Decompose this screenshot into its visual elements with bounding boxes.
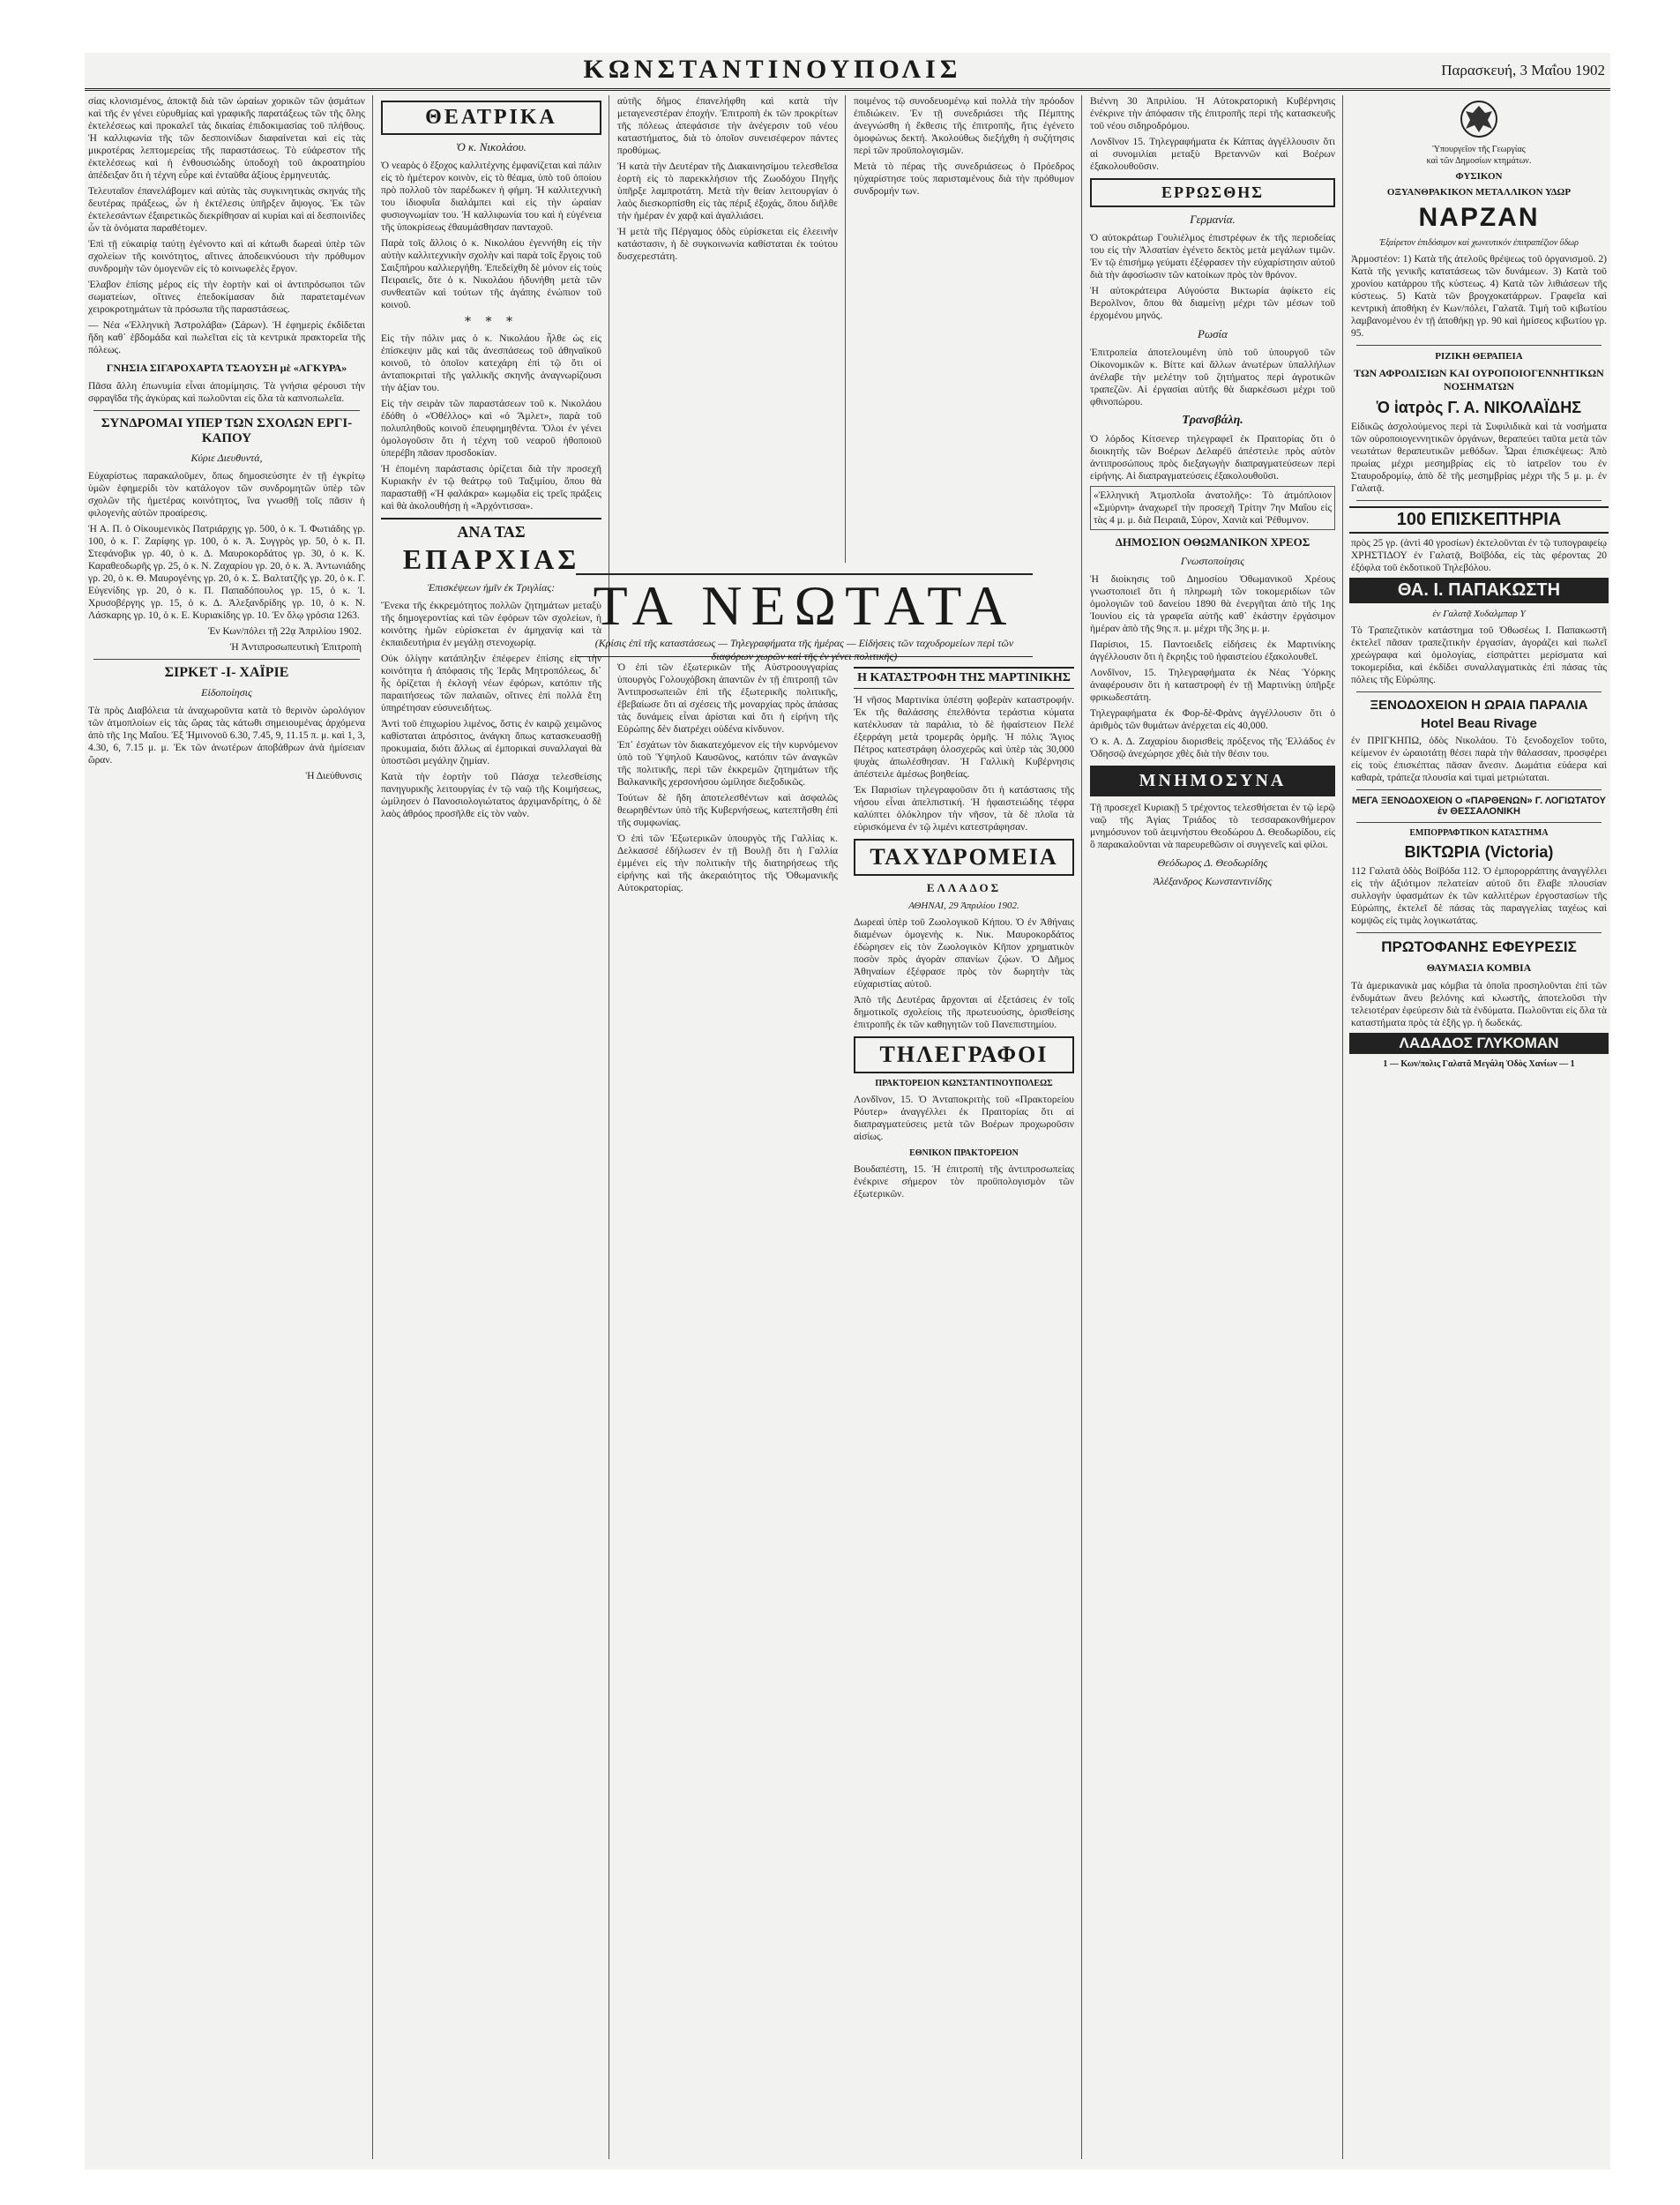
martinique-paragraph-2: Ἐκ Παρισίων τηλεγραφοῦσιν ὅτι ἡ κατάστασις τῆς νήσου εἶναι ἀπελπιστική. Ἡ ἡφαιστειώδης τέφρα καλύπτει ὁλόκληρον τὴν νῆσον, τὰ δὲ πλοῖα τὰ εὑρισκόμενα ἐν τῷ λιμένι κατεστράφησαν. — [854, 785, 1074, 833]
divider — [1356, 345, 1602, 346]
divider — [1356, 500, 1602, 501]
ad1-line-5: Ἐξαίρετον ἐπιδόσιμον καὶ χωνευτικόν ἐπιτραπέζιον ὕδωρ — [1379, 238, 1579, 248]
memorials-paragraph: Τῇ προσεχεῖ Κυριακῇ 5 τρέχοντος τελεσθήσεται ἐν τῷ ἱερῷ ναῷ τῆς Ἁγίας Τριάδος τὸ τεσσαρακονθήμερον μνημόσυνον τοῦ ἀειμνήστου Θεοδώρου Δ. Θεοδωρίδου, εἰς ὃ παρακαλοῦνται νὰ παρευρεθῶσιν οἱ συγγενεῖς καὶ φίλοι. — [1090, 803, 1335, 850]
latest-paragraph-2: Ἐπ᾽ ἐσχάτων τὸν διακατεχόμενον εἰς τὴν κυρνόμενον ὑπὸ τοῦ Ὑψηλοῦ Καυσῶνος, κατόπιν τῶν ἀναγκῶν τῆς πολιτικῆς, περὶ τῶν ἐκκρεμῶν ζητημάτων τῆς Βαλκανικῆς χερσονήσου ὡμίλησε διεξοδικῶς. — [617, 740, 838, 788]
cigarette-ad-title: ΓΝΗΣΙΑ ΣΙΓΑΡΟΧΑΡΤΑ ΤΣΑΟΥΣΗ μὲ «ΑΓΚΥΡΑ» — [106, 362, 347, 374]
hotel-text: ἐν ΠΡΙΓΚΗΠΩ, ὁδὸς Νικολάου. Τὸ ξενοδοχεῖον τοῦτο, κείμενον ἐν ὡραιοτάτῃ θέσει παρὰ τὴν θάλασσαν, προσφέρει εἰς τοὺς ἐπισκέπτας πᾶσαν ἄνεσιν. Δωμάτια εὐάερα καὶ καθαρὰ, τράπεζα πλουσία καὶ τιμαὶ μετριώταται. — [1351, 736, 1607, 783]
visiting-cards-text: πρὸς 25 γρ. (ἀντὶ 40 γροσίων) ἐκτελοῦνται ἐν τῷ τυπογραφείῳ ΧΡΗΣΤΙΔΟΥ ἐν Γαλατᾷ, Βοϊβόδα, εἰς τὰς φέροντας 20 ἐξόφλα τοῦ ἐκδοτικοῦ Τηλεβόλου. — [1351, 538, 1607, 573]
column-rule — [845, 95, 846, 563]
post-paragraph-2: Ἀπὸ τῆς Δευτέρας ἄρχονται αἱ ἐξετάσεις ἐν τοῖς δημοτικοῖς σχολείοις τῆς πρωτευούσης, ὁρισθείσης ἐπιτροπῆς ἐκ τῶν καθηγητῶν τοῦ Πανεπιστημίου. — [854, 995, 1074, 1030]
narzan-text: Ἀρμοστέον: 1) Κατὰ τῆς ἀτελοῦς θρέψεως τοῦ ὀργανισμοῦ. 2) Κατὰ τῆς γενικῆς κατατάσεως τῶν δυνάμεων. 3) Κατὰ τοῦ χρονίου κατάρρου τῆς κύστεως. 4) Κατὰ τῶν λιθιάσεων τῆς κύστεως. 5) Κατὰ τῶν βρογχοκατάρρων. Γραφεῖα καὶ κεντρικὴ ἀποθήκη ἐν Κων/πόλει, Γαλατᾶ. Τιμὴ τοῦ κιβωτίου λαμβανομένου ἐν τῇ ἀποθήκῃ γρ. 90 καὶ ἡμίσεος κιβωτίου γρ. 95. — [1351, 254, 1607, 339]
col2-paragraph-8: Ἀντὶ τοῦ ἐπιχωρίου λιμένος, ὅστις ἐν καιρῷ χειμῶνος καθίσταται ἀπρόσιτος, ἀνάγκη ὅπως κατασκευασθῇ προκυμαία, διότι ἄλλως αἱ ἐμπορικαὶ συναλλαγαὶ θὰ ὑποστῶσι μεγάλην ζημίαν. — [381, 719, 601, 766]
public-debt-paragraph: Ἡ διοίκησις τοῦ Δημοσίου Ὀθωμανικοῦ Χρέους γνωστοποιεῖ ὅτι ἡ πληρωμὴ τῶν τοκομεριδίων τῶν ὁμολογιῶν τοῦ δανείου 1890 θὰ ἐνεργῆται ἀπὸ τῆς 1ης Ἰουνίου εἰς τὰ γραφεῖα αὐτῆς καθ᾽ ἑκάστην ἐργάσιμον ἡμέραν ἀπὸ τῆς 9ης π. μ. μέχρι τῆς 3ης μ. μ. — [1090, 574, 1335, 634]
steamship-notice: «Ἐλληνικὴ Ἀτμοπλοΐα ἀνατολῆς»: Τὸ ἀτμόπλοιον «Σμύρνη» ἀναχωρεῖ τὴν προσεχῆ Τρίτην 7ην Μαΐου εἰς τὰς 4 μ. μ. διὰ Πειραιᾶ, Σύρον, Χανιὰ καὶ Ῥέθυμνον. — [1090, 486, 1335, 530]
latest-paragraph-3: Τούτων δὲ ἤδη ἀποτελεσθέντων καὶ ἀσφαλῶς θεωρηθέντων ὑπὸ τῆς Κυβερνήσεως, κατεπτῆσθη ἐπὶ τῆς συμφωνίας. — [617, 793, 838, 828]
telegraph-subheading: ΠΡΑΚΤΟΡΕΙΟΝ ΚΩΝΣΤΑΝΤΙΝΟΥΠΟΛΕΩΣ — [875, 1079, 1053, 1088]
invention-text: Τὰ ἀμερικανικὰ μας κόμβια τὰ ὁποῖα προσηλοῦνται ἐπὶ τῶν ἐνδυμάτων ἄνευ βελόνης καὶ κλωστῆς, ἀποτελοῦσι τὴν τελειοτέραν ἐφεύρεσιν διὰ τὰ ἐνδύματα. Πωλοῦνται εἰς ὅλα τὰ καταστήματα πρὸς τὰ ἑξῆς γρ. ἡ δωδεκάς. — [1351, 981, 1607, 1028]
germany-paragraph-2: Ἡ αὐτοκράτειρα Αὐγούστα Βικτωρία ἀφίκετο εἰς Βερολῖνον, ὅπου θὰ διαμείνῃ μέχρι τῶν μέσων τοῦ ἐρχομένου μηνός. — [1090, 286, 1335, 321]
latest-news-column-1 — [614, 662, 841, 2159]
col2-paragraph-5: Ἡ ἐπομένη παράστασις ὁρίζεται διὰ τὴν προσεχῆ Κυριακὴν ἐν τῷ θεάτρῳ τοῦ Ταξιμίου, ὅπου θὰ παρασταθῇ «Ἡ φαλάκρα» κωμῳδία εἰς τρεῖς πράξεις καὶ θὰ ἀκολουθήσῃ ἡ «Ἀρχόντισσα». — [381, 464, 601, 512]
subscriptions-signature: Ἡ Ἀντιπροσωπευτικὴ Ἐπιτροπὴ — [229, 642, 362, 653]
russia-paragraph: Ἐπιτροπεία ἀποτελουμένη ὑπὸ τοῦ ὑπουργοῦ τῶν Οἰκονομικῶν κ. Βίττε καὶ ἄλλων ἀνωτέρων ὑπαλλήλων ἀνέλαβε τὴν μελέτην τοῦ ζητήματος περὶ ἀγροτικῶν τραπεζῶν. Αἱ ἐργασίαι αὐτῆς θὰ διαρκέσωσι μέχρι τοῦ φθινοπώρου. — [1090, 348, 1335, 407]
latest-news-subtitle: (Κρίσις ἐπὶ τῆς καταστάσεως — Τηλεγραφήματα τῆς ἡμέρας — Εἰδήσεις τῶν ταχυδρομείων περὶ τῶν διαφόρων χωρῶν καὶ τῆς ἐν γένει πολιτικῆς) — [594, 637, 1014, 662]
col3-paragraph-2: Ἡ κατὰ τὴν Δευτέραν τῆς Διακαινησίμου τελεσθεῖσα ἑορτὴ εἰς τὸ παρεκκλήσιον τῆς Ζωοδόχου Πηγῆς ὑπῆρξε λαμπροτάτη. Μετὰ τὴν θείαν λειτουργίαν ὁ λαὸς διεσκορπίσθη εἰς τὰς πέριξ ἐξοχάς, ὅπου διῆλθε τὴν ἡμέραν ἐν χαρᾷ καὶ ἀγαλλιάσει. — [617, 161, 838, 221]
col5-top-paragraph-5: Τηλεγραφήματα ἐκ Φορ-δὲ-Φρὰνς ἀγγέλλουσιν ὅτι ὁ ἀριθμὸς τῶν θυμάτων ἀνέρχεται εἰς 40,000. — [1090, 708, 1335, 731]
col1-paragraph-2: Τελευταῖον ἐπανελάβομεν καὶ αὐτὰς τὰς συγκινητικὰς σκηνάς τῆς δευτέρας πράξεως, ὧν ἡ ἐκτέλεσις ὑπῆρξεν ἄψογος. Ἐκ τῶν ἐκτελεσάντων ἐξαιρετικῶς διεκρίθησαν αἱ κυρίαι καὶ αἱ δεσποινίδες ὧν τὰ ὀνόματα παραθέτομεν. — [88, 186, 365, 234]
subscriptions-heading: ΣΥΝΔΡΟΜΑΙ ΥΠΕΡ ΤΩΝ ΣΧΟΛΩΝ ΕΡΓΙ-ΚΑΠΟΥ — [101, 416, 353, 445]
invention-title: ΠΡΩΤΟΦΑΝΗΣ ΕΦΕΥΡΕΣΙΣ — [1381, 938, 1577, 955]
col1-paragraph-3: Ἐπὶ τῇ εὐκαιρίᾳ ταύτῃ ἐγένοντο καὶ αἱ κάτωθι δωρεαὶ ὑπὲρ τῶν σχολείων τῆς κοινότητος, αἵτινες ἀποδεικνύουσι τὴν πρόθυμον συνδρομὴν τῶν ὁμογενῶν εἰς τὸ κοινωφελὲς ἔργον. — [88, 239, 365, 274]
column-4-top — [850, 95, 1078, 563]
post-heading: ΤΑΧΥΔΡΟΜΕΙΑ — [854, 839, 1074, 876]
column-3-top — [614, 95, 841, 563]
masthead — [85, 53, 1610, 91]
doctor-title: Ὁ ἰατρὸς Γ. Α. ΝΙΚΟΛΑΪΔΗΣ — [1376, 399, 1582, 416]
col2-paragraph-4: Εἰς τὴν σειρὰν τῶν παραστάσεων τοῦ κ. Νικολάου ἐδόθη ὁ «Ὀθέλλος» καὶ «ὁ Ἄμλετ», παρὰ τοῦ πολυπληθοῦς κοινοῦ ἐπευφημηθέντα. Ὅλοι ἐν γένει ὁμολογοῦσιν ὅτι ἡ τέχνη τοῦ νεαροῦ ἠθοποιοῦ ὑπερέβη πᾶσαν προσδοκίαν. — [381, 399, 601, 459]
latest-paragraph-1: Ὁ ἐπὶ τῶν ἐξωτερικῶν τῆς Αὐστροουγγαρίας ὑπουργὸς Γολουχόβσκη ἀπαντῶν ἐν τῇ ἐπιτροπῇ τῶν Ἀντιπροσωπειῶν ἐπὶ τῆς ἐξωτερικῆς πολιτικῆς, ἐβεβαίωσε ὅτι αἱ σχέσεις τῆς μοναρχίας πρὸς ἁπάσας τὰς δυνάμεις εἶναι ἀρίσται καὶ ὅτι ἡ εἰρήνη τῆς Εὐρώπης δὲν διατρέχει οὐδένα κίνδυνον. — [617, 662, 838, 735]
narzan-title: ΝΑΡΖΑΝ — [1418, 203, 1540, 232]
victoria-title: ΒΙΚΤΩΡΙΑ (Victoria) — [1404, 843, 1554, 861]
col2-paragraph-9: Κατὰ τὴν ἑορτὴν τοῦ Πάσχα τελεσθείσης πανηγυρικῆς λειτουργίας ἐν τῷ ναῷ τῆς Κοιμήσεως, ὡμίλησεν ὁ Πανοσιολογιώτατος ἀρχιμανδρίτης, ὁ δὲ λαὸς ἀθρόος προσῆλθε εἰς τὸν ναὸν. — [381, 772, 601, 819]
transvaal-paragraph: Ὁ λόρδος Κίτσενερ τηλεγραφεῖ ἐκ Πραιτορίας ὅτι ὁ διοικητὴς τῶν Βοέρων Δελαρέϋ ἀπέστειλε πρὸς αὐτὸν ἀντιπροσώπους πρὸς διεξαγωγὴν διαπραγματεύσεων περὶ εἰρήνης. Αἱ διαπραγματεύσεις ἐξακολουθοῦσι. — [1090, 434, 1335, 482]
cigarette-ad-text: Πᾶσα ἄλλη ἐπωνυμία εἶναι ἀπομίμησις. Τὰ γνήσια φέρουσι τὴν σφραγῖδα τῆς ἀγκύρας καὶ πωλοῦνται εἰς ὅλα τὰ καπνοπωλεῖα. — [88, 381, 365, 404]
ad1-line-3: ΦΥΣΙΚΟΝ — [1455, 171, 1503, 182]
col1-paragraph-1: σίας κλονισμένος, ἀποκτᾷ διὰ τῶν ὡραίων χορικῶν τῶν ᾀσμάτων καὶ τῆς ἐν γένει εὐρυθμίας καὶ γραφικῆς παρατάξεως τῶν τῆς ὅλης ἐκτελέσεως καὶ προκαλεῖ τὰς δικαίας ἐπιδοκιμασίας τοῦ πλήθους. Ἡ καλλιφωνία τῆς τῶν δεσποινίδων διαφαίνεται καὶ εἰς τὰς μικροτέρας λεπτομερείας τῆς παραστάσεως. Τὸ εὐάρεστον τῆς ἐκτελέσεως καὶ ἡ ἐνθουσιώδης ὑποδοχὴ τοῦ ἀκροατηρίου ἀπέδειξαν ὅτι ἡ τέχνη εὗρε καὶ ἐνταῦθα ἀξίους ἑρμηνευτάς. — [88, 96, 365, 181]
post-dateline: ΑΘΗΝΑΙ, 29 Ἀπριλίου 1902. — [908, 901, 1019, 911]
col2-paragraph-2: Παρὰ τοῖς ἄλλοις ὁ κ. Νικολάου ἐγεννήθη εἰς τὴν αὐτὴν καλλιτεχνικὴν σχολὴν καὶ παρὰ τοῖς ἔργοις τοῦ Σαιξπήρου καλλιεργήθη. Ἐπεδείχθη δὲ μόνον εἰς τοὺς Πειραιεῖς, ὅτε ὁ κ. Νικολάου ἠδυνήθη μετὰ τῶν συνθεατῶν καὶ τούτων τῆς ἀγάπης ἐνώπιον τοῦ κοινοῦ. — [381, 238, 601, 310]
memorial-name-2: Ἀλέξανδρος Κωνσταντινίδης — [1153, 875, 1273, 887]
telegraph-paragraph-2: Βουδαπέστη, 15. Ἡ ἐπιτροπὴ τῆς ἀντιπροσωπείας ἐνέκρινε σήμερον τὸν προϋπολογισμὸν τῶν ἐξωτερικῶν. — [854, 1164, 1074, 1200]
column-2 — [377, 95, 605, 2159]
invention-subtitle: ΘΑΥΜΑΣΙΑ ΚΟΜΒΙΑ — [1426, 961, 1532, 974]
invention-seller: ΛΑΔΑΔΟΣ ΓΛΥΚΟΜΑΝ — [1349, 1033, 1609, 1054]
public-debt-subheading: Γνωστοποίησις — [1180, 555, 1245, 567]
provinces-subheading: Ἐπισκέψεων ἡμῖν ἐκ Τριγλίας: — [427, 581, 556, 594]
column-rule — [372, 95, 373, 2159]
national-agency-heading: ΕΘΝΙΚΟΝ ΠΡΑΚΤΟΡΕΙΟΝ — [909, 1148, 1019, 1158]
col5-top-paragraph-1: Βιέννη 30 Ἀπριλίου. Ἡ Αὐτοκρατορικὴ Κυβέρνησις ἐνέκρινε τὴν ἀπόφασιν τῆς ἐπιτροπῆς περὶ τῆς κατασκευῆς τοῦ νέου σιδηροδρόμου. — [1090, 96, 1335, 131]
latest-news-title: ΤΑ ΝΕΩΤΑΤΑ — [593, 574, 1016, 637]
invention-address: 1 — Κων/πολις Γαλατᾶ Μεγάλη Ὁδὸς Χανίων — 1 — [1383, 1059, 1575, 1069]
col5-top-paragraph-3: Παρίσιοι, 15. Παντοειδεῖς εἰδήσεις ἐκ Μαρτινίκης ἀγγέλλουσιν ὅτι ἡ ἔκρηξις τοῦ ἡφαιστείου ἐξακολουθεῖ. — [1090, 639, 1335, 662]
col1-paragraph-6: Εὐχαρίστως παρακαλοῦμεν, ὅπως δημοσιεύσητε ἐν τῇ ἐγκρίτῳ ὑμῶν ἐφημερίδι τὸν κατάλογον τῶν συνδρομητῶν ὑπὲρ τῶν σχολῶν τῆς ἡμετέρας κοινότητος, ἵνα γνωσθῇ τοῖς πᾶσιν ἡ φιλογενὴς αὐτῶν προαίρεσις. — [88, 471, 365, 519]
theatre-heading: ΘΕΑΤΡΙΚΑ — [381, 101, 601, 135]
provinces-heading: ΕΠΑΡΧΙΑΣ — [402, 543, 580, 575]
column-5 — [1086, 95, 1339, 2159]
column-rule — [1081, 95, 1082, 2159]
post-subheading: ΕΛΛΑΔΟΣ — [926, 881, 1002, 894]
parthenon-hotel-title: ΜΕΓΑ ΞΕΝΟΔΟΧΕΙΟΝ Ο «ΠΑΡΘΕΝΩΝ» Γ. ΛΟΓΙΩΤΑΤΟΥ ἐν ΘΕΣΣΑΛΟΝΙΚΗ — [1352, 796, 1606, 817]
hotel-title: ΞΕΝΟΔΟΧΕΙΟΝ Η ΩΡΑΙΑ ΠΑΡΑΛΙΑ — [1370, 698, 1588, 713]
post-paragraph-1: Δωρεαὶ ὑπὲρ τοῦ Ζωολογικοῦ Κήπου. Ὁ ἐν Ἀθήναις διαμένων ὁμογενὴς κ. Νικ. Μαυροκορδάτος ἐδώρησεν εἰς τὸν Ζωολογικὸν Κῆπον χρηματικὸν ποσὸν πρὸς ἀγορὰν σπανίων ζῴων. Ὁ Δῆμος Ἀθηναίων ἐξέφρασε πρὸς τὸν δωρητὴν τὰς εὐχαριστίας αὐτοῦ. — [854, 917, 1074, 990]
divider — [1356, 789, 1602, 790]
bank-title: ΘΑ. Ι. ΠΑΠΑΚΩΣΤΗ — [1349, 578, 1609, 603]
doctor-text: Εἰδικῶς ἀσχολούμενος περὶ τὰ Συφιλιδικὰ καὶ τὰ νοσήματα τῶν οὐροποιογεννητικῶν ὀργάνων, θεραπεύει ταῦτα μετὰ τῶν νεωτάτων θεραπευτικῶν μεθόδων. Ὧραι ἐπισκέψεως: Ἀπὸ πρωίας μέχρι μεσημβρίας εἰς τὸ ἰατρεῖον του ἐν Σταυροδρομίῳ, ἀπὸ δὲ τῆς μεσημβρίας μέχρι τῆς 5 μ. μ. ἐν Γαλατᾷ. — [1351, 422, 1607, 494]
abroad-heading: ΕΡΡΩΣΘΗΣ — [1090, 178, 1335, 207]
germany-heading: Γερμανία. — [1190, 213, 1236, 226]
divider — [1356, 822, 1602, 823]
hotel-subtitle: Hotel Beau Rivage — [1421, 716, 1537, 731]
bank-text: Τὸ Τραπεζιτικὸν κατάστημα τοῦ Ὀθωσέως Ι. Παπακωστῆ ἐκτελεῖ πᾶσαν τραπεζιτικὴν ἐργασίαν, ἀγοράζει καὶ πωλεῖ χρεώγραφα καὶ ὁμολογίας, εἰσπράττει μερίσματα καὶ τοκομερίδια, καὶ ἐκδίδει συναλλαγματικὰς ἐπὶ πάσας τὰς πόλεις τῆς Εὐρώπης. — [1351, 625, 1607, 685]
col4-paragraph-1: ποιμένος τῷ συνοδευομένῳ καὶ πολλὰ τὴν πρόοδον ἐπιδιώκειν. Ἐν τῇ συνεδριάσει τῆς Πέμπτης ἀνεγνώσθη ἡ ἔκθεσις τῆς ἐπιτροπῆς, ἥτις ἐγένετο ὁμοφώνως δεκτή. Ἀκολούθως διεξήχθη ἡ συζήτησις περὶ τῶν προϋπολογισμῶν. — [854, 96, 1074, 156]
subscriptions-salutation: Κύριε Διευθυντά, — [190, 452, 263, 464]
column-rule — [1342, 95, 1343, 2159]
col1-paragraph-5: — Νέα «Ἑλληνικὴ Ἀστρολάβα» (Σάρων). Ἡ ἐφημερὶς ἐκδίδεται ἤδη καθ᾽ ἑβδομάδα καὶ πωλεῖται εἰς τὰ κεντρικὰ πρακτορεῖα τῆς πόλεως. — [88, 320, 365, 355]
ad1-line-1: Ὑπουργεῖον τῆς Γεωργίας — [1432, 145, 1526, 154]
ad1-line-2: καὶ τῶν Δημοσίων κτημάτων. — [1426, 156, 1532, 166]
transvaal-heading: Τρανσβάλη. — [1182, 414, 1243, 427]
theatre-subheading: Ὁ κ. Νικολάου. — [456, 140, 526, 153]
col2-paragraph-7: Οὐκ ὀλίγην κατάπληξιν ἐπέφερεν ἐπίσης εἰς τὴν κοινότητα ἡ ἀπόφασις τῆς Ἱερᾶς Μητροπόλεως, δι᾽ ἧς ὁρίζεται ἡ ἐκλογὴ νέων ἐφόρων, κατόπιν τῆς παραιτήσεως τῶν παλαιῶν, οἵτινες ἐπὶ πολλὰ ἔτη ὑπηρέτησαν εὐσυνειδήτως. — [381, 654, 601, 714]
bank-subtitle: ἐν Γαλατᾷ Χυδαλμπαρ Υ — [1432, 609, 1526, 619]
martinique-paragraph-1: Ἡ νῆσος Μαρτινίκα ὑπέστη φοβερὰν καταστροφήν. Ἐκ τῆς θαλάσσης ἐπελθόντα τεράστια κύματα κατέκλυσαν τὰ παράλια, τὸ δὲ ἡφαίστειον Πελέ ἐξερράγη μετὰ τρομερᾶς ὁρμῆς. Ἡ πόλις Ἅγιος Πέτρος κατεστράφη ὁλοσχερῶς καὶ ὑπὲρ τὰς 30,000 ψυχὰς ἀπωλέσθησαν. Ἡ Γαλλικὴ Κυβέρνησις ἀπέστειλε ἀμέσως βοηθείας. — [854, 695, 1074, 780]
memorial-name-1: Θεόδωρος Δ. Θεοδωρίδης — [1157, 856, 1268, 869]
col1-paragraph-7: Ἡ Α. Π. ὁ Οἰκουμενικὸς Πατριάρχης γρ. 500, ὁ κ. Ἰ. Φωτιάδης γρ. 100, ὁ κ. Γ. Ζαρίφης γρ. 100, ὁ κ. Ἀ. Συγγρὸς γρ. 50, ὁ κ. Π. Στεφάνοβικ γρ. 40, ὁ κ. Δ. Μαυροκορδάτος γρ. 30, ὁ κ. Κ. Καραθεοδωρῆς γρ. 25, ὁ κ. Ν. Ζαχαρίου γρ. 20, ὁ κ. Ἀ. Ἀντωνιάδης γρ. 20, ὁ κ. Θ. Μαυρογένης γρ. 20, ὁ κ. Σ. Βαλτατζῆς γρ. 20, ὁ κ. Γ. Εὐγενίδης γρ. 20, ὁ κ. Π. Παπαδόπουλος γρ. 15, ὁ κ. Ἰ. Χρυσοβέργης γρ. 15, ὁ κ. Δ. Ἀλεξανδρίδης γρ. 10, ὁ κ. Ν. Λάσκαρης γρ. 10, ὁ κ. Ε. Κυριακίδης γρ. 10. Ἐν ὅλῳ γρόσια 1263. — [88, 524, 365, 621]
ad1-line-4: ΟΞΥΑΝΘΡΑΚΙΚΟΝ ΜΕΤΑΛΛΙΚΟΝ ΥΔΩΡ — [1386, 187, 1572, 198]
sirket-signature: Ἡ Διεύθυνσις — [305, 771, 362, 781]
col5-top-paragraph-6: Ὁ κ. Α. Δ. Ζαχαρίου διορισθεὶς πρόξενος τῆς Ἑλλάδος ἐν Ὀδησσῷ ἀνεχώρησε χθὲς διὰ τὴν θέσιν του. — [1090, 736, 1335, 759]
divider — [1356, 932, 1602, 933]
public-debt-heading: ΔΗΜΟΣΙΟΝ ΟΘΩΜΑΝΙΚΟΝ ΧΡΕΟΣ — [1115, 535, 1310, 549]
tailor-line-1: ΕΜΠΟΡΡΑΦΤΙΚΟΝ ΚΑΤΑΣΤΗΜΑ — [1409, 828, 1549, 838]
sirket-heading: ΣΙΡΚΕΤ -Ι- ΧΑΪΡΙΕ — [164, 665, 289, 680]
visiting-cards-title: 100 ΕΠΙΣΚΕΠΤΗΡΙΑ — [1349, 506, 1609, 534]
col4-paragraph-2: Μετὰ τὸ πέρας τῆς συνεδριάσεως ὁ Πρόεδρος ηὐχαρίστησε τοὺς παρισταμένους διὰ τὴν πρόθυμον συνδρομήν των. — [854, 161, 1074, 197]
russia-heading: Ρωσία — [1198, 327, 1228, 340]
latest-news-banner — [576, 573, 1033, 662]
col1-paragraph-4: Ἐλαβον ἐπίσης μέρος εἰς τὴν ἑορτὴν καὶ οἱ ἀντιπρόσωποι τῶν σωματείων, οἵτινες ἐπεδοκίμασαν διὰ παρατεταμένων χειροκροτημάτων τὰ πρόσωπα τῆς παραστάσεως. — [88, 280, 365, 315]
col1-paragraph-8: Τὰ πρὸς Διαβόλεια τὰ ἀναχωροῦντα κατὰ τὸ θερινὸν ὡρολόγιον τῶν ἀτμοπλοίων εἰς τὰς ὥρας τὰς κάτωθι σημειουμένας ἀρχόμενα ἀπὸ τῆς 1ης Μαΐου. Ἐξ Ἡμινονοῦ 6.30, 7.45, 9, 11.15 π. μ. καὶ 1, 3, 4.30, 6, 7.15 μ. μ. Ἐκ τῶν ἀνωτέρων ἀποβάθρων ἀνὰ ἡμίσειαν ὥραν. — [88, 706, 365, 766]
separator-asterisks: * * * — [465, 315, 518, 329]
latest-news-column-2 — [850, 662, 1078, 2159]
divider — [93, 410, 360, 411]
provinces-heading-top: ΑΝΑ ΤΑΣ — [381, 518, 601, 542]
col3-paragraph-3: Ἡ μετὰ τῆς Πέργαμος ὁδὸς εὑρίσκεται εἰς ἐλεεινὴν κατάστασιν, ἡ δὲ συγκοινωνία καθίσταται ἐκ τούτου δυσχερεστάτη. — [617, 227, 838, 262]
col2-paragraph-1: Ὁ νεαρὸς ὁ ἔξοχος καλλιτέχνης ἐμφανίζεται καὶ πάλιν εἰς τὸ ἡμέτερον κοινὸν, εἰς τὸ θέαμα, ὑπὸ τοῦ ὁποίου πρὸ πολλοῦ τὸν παρέδωκεν ἡ φήμη. Ἡ καλλιτεχνικὴ του ἰδιοφυΐα διαλάμπει καὶ εἰς τὴν ὡραίαν φυσιογνωμίαν του. Ἡ καλλιφωνία του καὶ ἡ εὐγένεια τῆς ὑποκρίσεως ἐθαυμάσθησαν πανταχοῦ. — [381, 161, 601, 233]
col3-paragraph-1: αὐτῆς δήμος ἐπανελήφθη καὶ κατὰ τὴν μεταγενεστέραν ἐποχήν. Ἐπιτροπὴ ἐκ τῶν προκρίτων τῆς πόλεως ἀπεφάσισε τὴν ἀνέγερσιν τοῦ νέου καταστήματος, διὰ τὸ ὁποῖον συνεισέφερον πάντες προθύμως. — [617, 96, 838, 156]
telegraph-paragraph-1: Λονδῖνον, 15. Ὁ Ἀνταποκριτὴς τοῦ «Πρακτορείου Ρόυτερ» ἀναγγέλλει ἐκ Πραιτορίας ὅτι αἱ διαπραγματεύσεις μετὰ τῶν Βοέρων προχωροῦσιν αἰσίως. — [854, 1095, 1074, 1142]
column-6-ads — [1348, 95, 1610, 2159]
col2-paragraph-6: Ἕνεκα τῆς ἐκκρεμότητος πολλῶν ζητημάτων μεταξὺ τῆς δημογεροντίας καὶ τῶν ἐφόρων τῶν σχολείων, ἡ κοινότης ἡμῶν εὑρίσκεται ἐν ἀμηχανίᾳ καὶ τὰ ἐκπαιδευτήρια ἐν μεγάλῃ στενοχωρίᾳ. — [381, 601, 601, 648]
double-eagle-emblem-icon — [1459, 99, 1499, 139]
martinique-heading: Η ΚΑΤΑΣΤΡΟΦΗ ΤΗΣ ΜΑΡΤΙΝΙΚΗΣ — [854, 667, 1074, 689]
col2-paragraph-3: Εἰς τὴν πόλιν μας ὁ κ. Νικολάου ἦλθε ὡς εἰς ἐπίσκεψιν μᾶς καὶ τᾶς ἀνεσπάσεως τοῦ ἀθηναϊκοῦ κοινοῦ, τὸ ὁποῖον κατεχάρη ἐπὶ τῷ ὅτι οἱ ἀνταποκριταὶ τῆς γαλλικῆς σκηνῆς ἀναγνωρίζουσι τὴν ἀξίαν του. — [381, 333, 601, 393]
latest-paragraph-4: Ὁ ἐπὶ τῶν Ἐξωτερικῶν ὑπουργὸς τῆς Γαλλίας κ. Δελκασσέ ἐδήλωσεν ἐν τῇ Βουλῇ ὅτι ἡ Γαλλία ἐμμένει εἰς τὴν πολιτικὴν τῆς διατηρήσεως τῆς εἰρήνης καὶ τῆς ἀκεραιότητος τῆς Ὀθωμανικῆς Αὐτοκρατορίας. — [617, 833, 838, 893]
col5-top-paragraph-2: Λονδῖνον 15. Τηλεγραφήματα ἐκ Κάπτας ἀγγέλλουσιν ὅτι αἱ συνομιλίαι μεταξὺ Βρεταννῶν καὶ Βοέρων ἐξακολουθοῦσιν. — [1090, 137, 1335, 172]
germany-paragraph-1: Ὁ αὐτοκράτωρ Γουλιέλμος ἐπιστρέφων ἐκ τῆς περιοδείας του εἰς τὴν Ἀλσατίαν ἐγένετο δεκτὸς μετὰ μεγάλων τιμῶν. Ἐν τῷ ἐπισήμῳ γεύματι ἐξέφρασεν τὴν εὐχαρίστησιν αὐτοῦ διὰ τὴν ἀφοσίωσιν τῶν κατοίκων πρὸς τὸν θρόνον. — [1090, 233, 1335, 280]
masthead-title: ΚΩΝΣΤΑΝΤΙΝΟΥΠΟΛΙΣ — [583, 55, 962, 84]
victoria-text: 112 Γαλατᾶ ὁδὸς Βοϊβόδα 112. Ὁ ἐμπορορράπτης ἀναγγέλλει εἰς τὴν ἀξιότιμον πελατείαν αὐτοῦ ὅτι ἔλαβε πλουσίαν συλλογὴν ὑφασμάτων ἐκ τῶν καλλιτέρων ἐργοστασίων τῆς Εὐρώπης, ἐκτελεῖ δὲ πάσας τὰς παραγγελίας ταχέως καὶ κομψῶς εἰς τιμὰς λογικωτάτας. — [1351, 866, 1607, 926]
ad2-line-1: ΡΙΖΙΚΗ ΘΕΡΑΠΕΙΑ — [1435, 351, 1523, 362]
col5-top-paragraph-4: Λονδῖνον, 15. Τηλεγραφήματα ἐκ Νέας Ὑόρκης ἀναφέρουσιν ὅτι ἡ καταστροφὴ ἐν τῇ Μαρτινίκῃ ὑπῆρξε φρικωδεστάτη. — [1090, 668, 1335, 703]
subscriptions-date: Ἐν Κων/πόλει τῇ 22ᾳ Ἀπριλίου 1902. — [207, 626, 362, 637]
column-1 — [85, 95, 369, 2159]
telegraph-heading: ΤΗΛΕΓΡΑΦΟΙ — [854, 1036, 1074, 1073]
ad2-line-2: ΤΩΝ ΑΦΡΟΔΙΣΙΩΝ ΚΑΙ ΟΥΡΟΠΟΙΟΓΕΝΝΗΤΙΚΩΝ ΝΟΣΗΜΑΤΩΝ — [1354, 367, 1604, 392]
divider — [93, 659, 360, 660]
newspaper-page — [85, 53, 1610, 2170]
sirket-subheading: Εἰδοποίησις — [201, 686, 252, 699]
memorials-heading: ΜΝΗΜΟΣΥΝΑ — [1090, 766, 1335, 796]
masthead-date: Παρασκευή, 3 Μαΐου 1902 — [1441, 62, 1605, 78]
divider — [1356, 691, 1602, 692]
